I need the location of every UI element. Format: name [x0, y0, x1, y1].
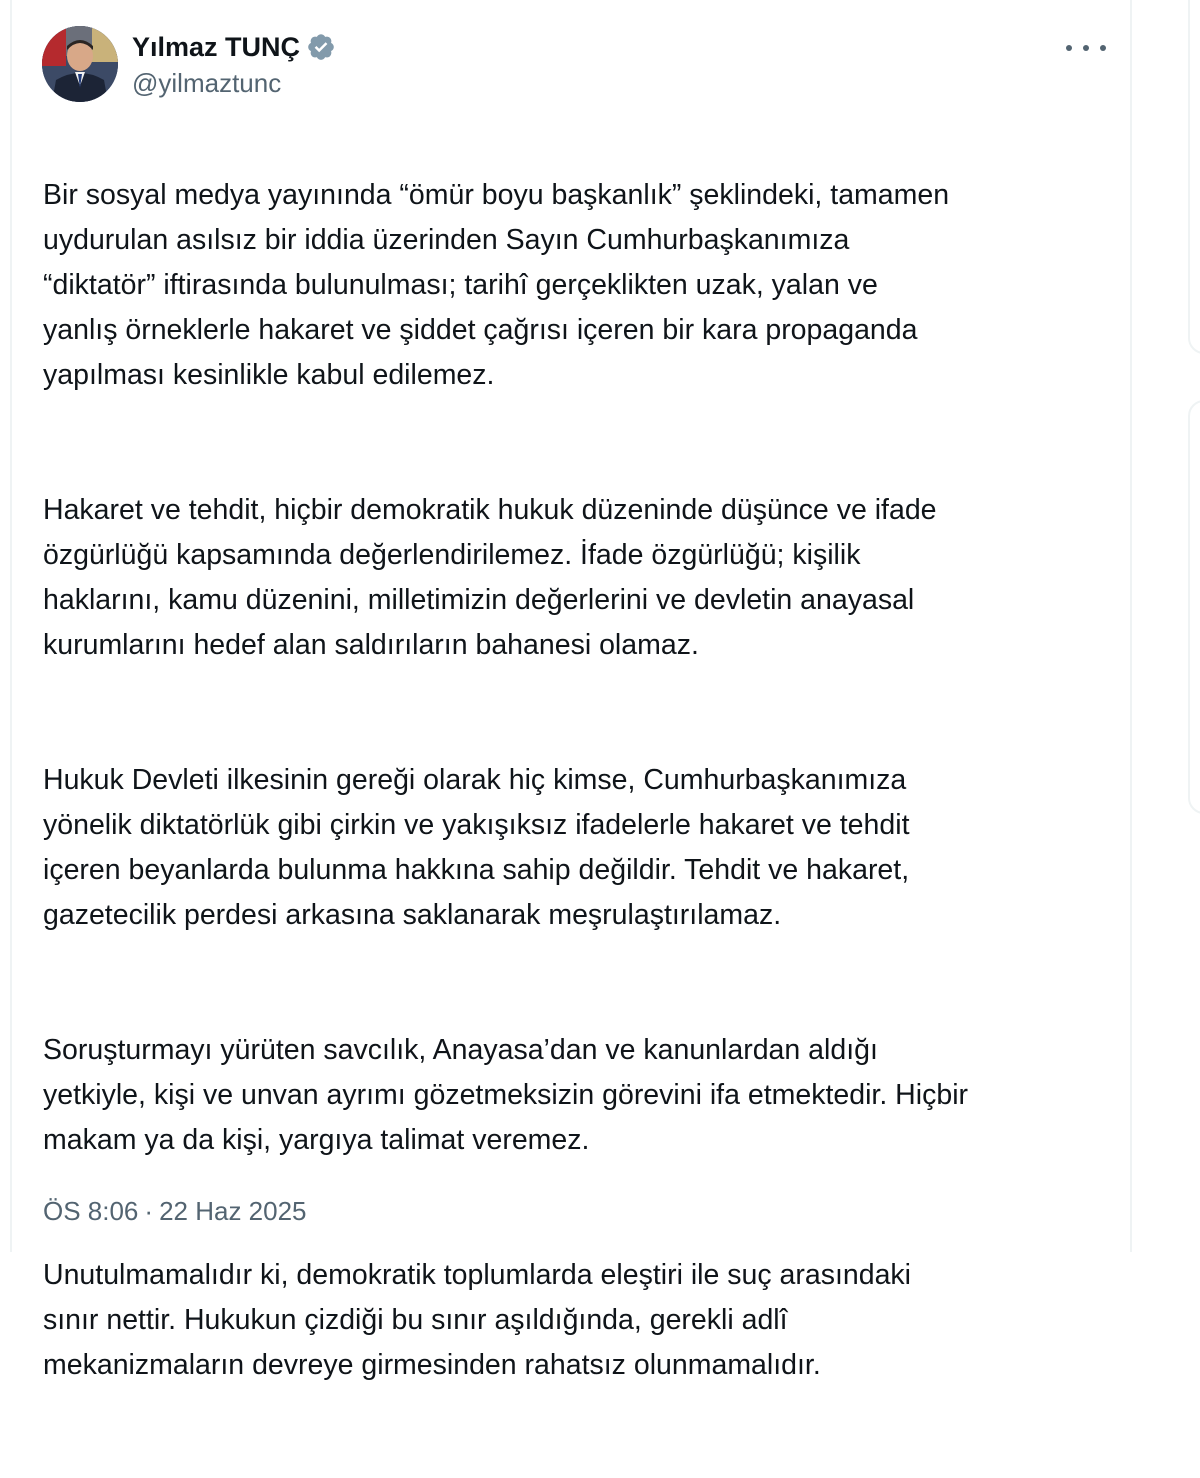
profile-photo-icon [42, 26, 118, 102]
timeline-right-border [1130, 0, 1132, 1252]
verified-badge-icon[interactable] [306, 32, 336, 62]
more-horizontal-icon [1066, 45, 1072, 51]
post-text [43, 128, 1123, 1478]
post-time: ÖS 8:06 [43, 1196, 139, 1226]
author-name-row [132, 30, 336, 64]
sidebar-card [1188, 400, 1200, 814]
post-date: 22 Haz 2025 [159, 1196, 307, 1226]
avatar[interactable] [42, 26, 118, 102]
post [12, 0, 1130, 1381]
post-paragraph: Hakaret ve tehdit, hiçbir demokratik hukuk düzeninde düşünce ve ifade özgürlüğü kapsamında değerlendirilemez. İfade özgürlüğü; kişilik haklarını, kamu düzenini, milletimizin değerlerini ve devletin anayasal kurumlarını hedef alan saldırıların bahanesi olamaz. [43, 494, 937, 661]
author-info [132, 30, 336, 99]
sidebar-card [1188, 0, 1200, 354]
post-paragraph: Bir sosyal medya yayınında “ömür boyu başkanlık” şeklindeki, tamamen uydurulan asılsız bir iddia üzerinden Sayın Cumhurbaşkanımıza “diktatör” iftirasında bulunulması; tarihî gerçeklikten uzak, yalan ve yanlış örneklerle hakaret ve şiddet çağrısı içeren bir kara propaganda yapılması kesinlikle kabul edilemez. [43, 179, 950, 391]
post-paragraph: Soruşturmayı yürüten savcılık, Anayasa’dan ve kanunlardan aldığı yetkiyle, kişi ve unvan ayrımı gözetmeksizin görevini ifa etmektedir. Hiçbir makam ya da kişi, yargıya talimat veremez. [43, 1034, 969, 1156]
more-options-button[interactable] [1066, 36, 1106, 60]
display-name[interactable]: Yılmaz TUNÇ [132, 31, 301, 62]
timestamp-separator: · [144, 1196, 154, 1226]
more-horizontal-icon [1100, 45, 1106, 51]
more-horizontal-icon [1083, 45, 1089, 51]
post-timestamp[interactable] [43, 1196, 307, 1227]
post-paragraph: Unutulmamalıdır ki, demokratik toplumlarda eleştiri ile suç arasındaki sınır nettir. Hukukun çizdiği bu sınır aşıldığında, gerekli adlî mekanizmaların devreye girmesinden rahatsız olunmamalıdır. [43, 1259, 912, 1381]
post-paragraph: Hukuk Devleti ilkesinin gereği olarak hiç kimse, Cumhurbaşkanımıza yönelik diktatörlük gibi çirkin ve yakışıksız ifadelerle hakaret ve tehdit içeren beyanlarda bulunma hakkına sahip değildir. Tehdit ve hakaret, gazetecilik perdesi arkasına saklanarak meşrulaştırılamaz. [43, 764, 910, 931]
author-handle[interactable]: @yilmaztunc [132, 68, 282, 98]
